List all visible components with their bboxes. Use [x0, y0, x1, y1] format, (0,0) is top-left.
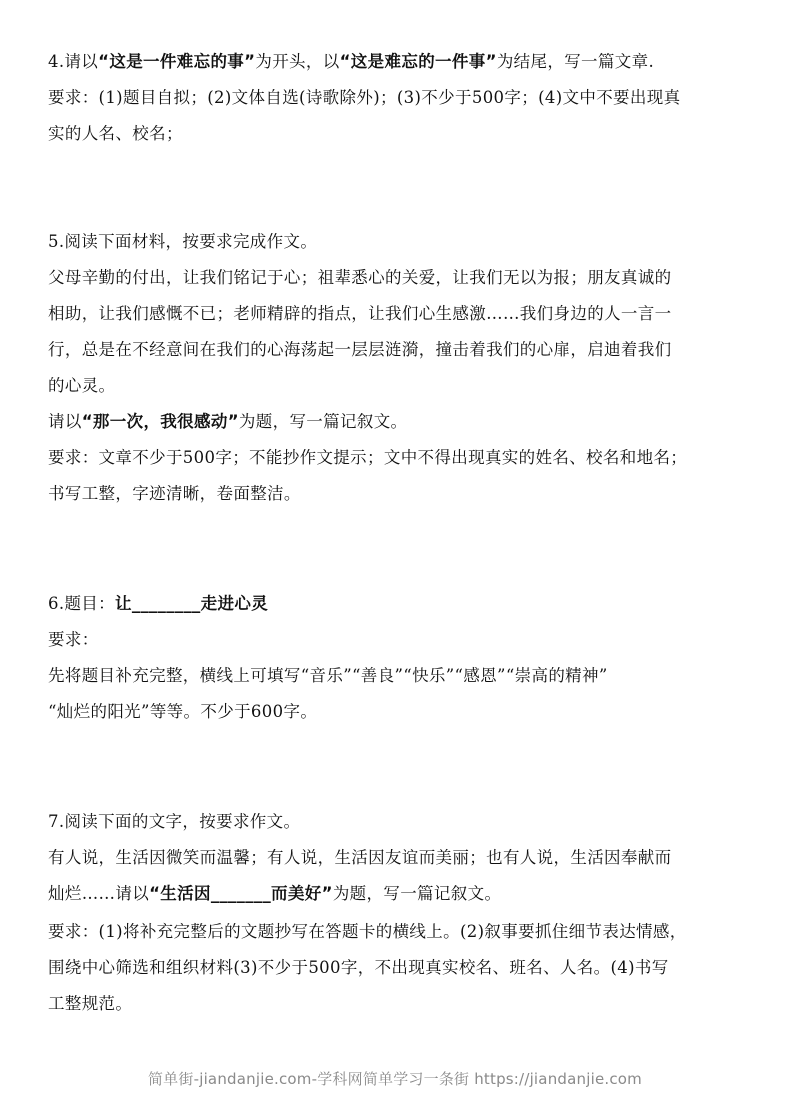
q6-text: 6.题目：	[48, 594, 115, 613]
q5-instruction: 5.阅读下面材料，按要求完成作文。	[48, 232, 318, 251]
q5-title-line	[48, 412, 407, 432]
q5-text: 请以	[48, 412, 82, 431]
q6-essay-title: 让________走进心灵	[115, 594, 269, 613]
q4-line-1	[48, 52, 654, 72]
q5-material-line-3: 行，总是在不经意间在我们的心海荡起一层层涟漪，撞击着我们的心扉，启迪着我们	[48, 340, 672, 359]
q7-requirements-line-2: 围绕中心筛选和组织材料(3)不少于500字，不出现真实校名、班名、人名。(4)书写	[48, 958, 669, 977]
q7-essay-title: “生活因_______而美好”	[149, 884, 333, 903]
q5-requirements-line-1: 要求：文章不少于500字；不能抄作文提示；文中不得出现真实的姓名、校名和地名；	[48, 448, 688, 467]
q5-requirements-line-2: 书写工整，字迹清晰，卷面整洁。	[48, 484, 301, 503]
q5-essay-title: “那一次，我很感动”	[81, 412, 239, 431]
q7-text: 为题，写一篇记叙文。	[332, 884, 502, 903]
q4-requirements-line-1: 要求：(1)题目自拟；(2)文体自选(诗歌除外)；(3)不少于500字；(4)文中不要出现真	[48, 88, 681, 107]
q4-text: 为开头，以	[255, 52, 340, 71]
page-footer: 简单街-jiandanjie.com-学科网简单学习一条街 https://jiandanjie.com	[147, 1070, 642, 1088]
q6-requirements-line-1: 先将题目补充完整，横线上可填写“音乐”“善良”“快乐”“感恩”“崇高的精神”	[48, 666, 608, 685]
q5-material-line-1: 父母辛勤的付出，让我们铭记于心；祖辈悉心的关爱，让我们无以为报；朋友真诚的	[48, 268, 672, 287]
q4-text: 4.请以	[48, 52, 99, 71]
q4-closing-phrase: “这是难忘的一件事”	[339, 52, 497, 71]
q7-requirements-line-3: 工整规范。	[48, 994, 133, 1013]
q5-material-line-4: 的心灵。	[48, 376, 116, 395]
q6-title-line	[48, 594, 268, 614]
q4-text: 为结尾，写一篇文章.	[496, 52, 655, 71]
q6-requirements-line-2: “灿烂的阳光”等等。不少于600字。	[48, 702, 318, 721]
q7-text: 灿烂……请以	[48, 884, 150, 903]
q5-text: 为题，写一篇记叙文。	[238, 412, 408, 431]
q7-title-line	[48, 884, 501, 904]
q5-material-line-2: 相助，让我们感慨不已；老师精辟的指点，让我们心生感激……我们身边的人一言一	[48, 304, 672, 323]
q7-material-line-1: 有人说，生活因微笑而温馨；有人说，生活因友谊而美丽；也有人说，生活因奉献而	[48, 848, 672, 867]
q4-requirements-line-2: 实的人名、校名；	[48, 124, 183, 143]
q7-instruction: 7.阅读下面的文字，按要求作文。	[48, 812, 301, 831]
q7-requirements-line-1: 要求：(1)将补充完整后的文题抄写在答题卡的横线上。(2)叙事要抓住细节表达情感，	[48, 922, 687, 941]
q4-opening-phrase: “这是一件难忘的事”	[98, 52, 256, 71]
q6-requirements-label: 要求：	[48, 630, 99, 649]
